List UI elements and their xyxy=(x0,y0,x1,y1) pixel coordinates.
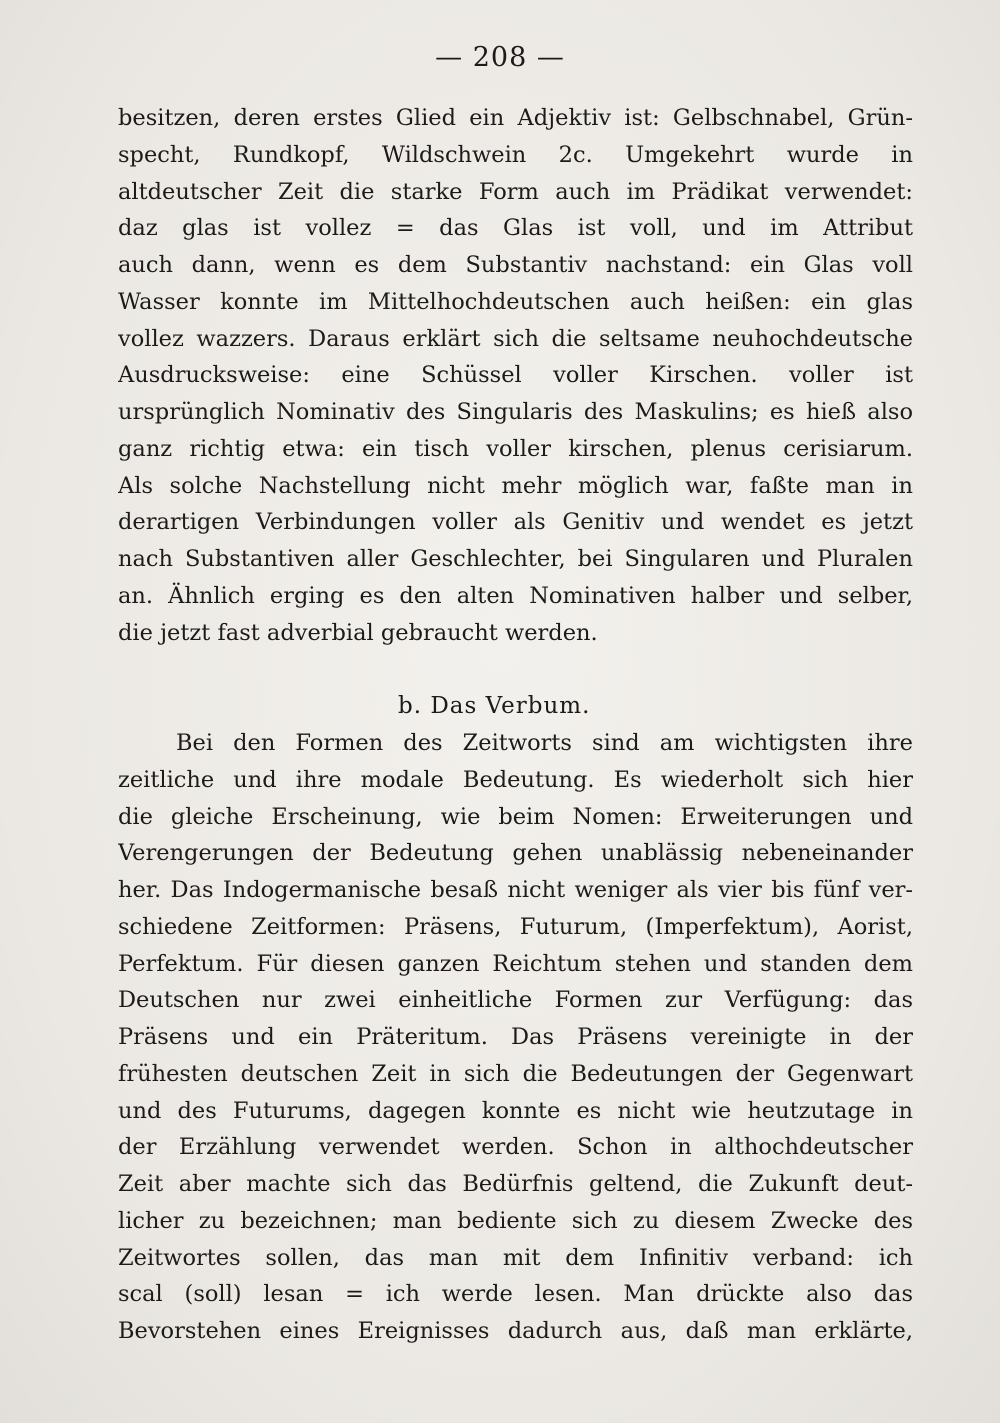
text-line: auch dann, wenn es dem Substantiv nachstand: ein Glas voll xyxy=(118,252,913,278)
text-line: die jetzt fast adverbial gebraucht werden. xyxy=(118,619,598,646)
text-line: Perfektum. Für diesen ganzen Reichtum stehen und standen dem xyxy=(118,950,913,977)
text-line: Präsens und ein Präteritum. Das Präsens vereinigte in der xyxy=(118,1024,913,1050)
text-line: scal (soll) lesan = ich werde lesen. Man drückte also das xyxy=(118,1281,913,1308)
text-line: altdeutscher Zeit die starke Form auch im Prädikat verwendet: xyxy=(118,178,913,205)
text-line: her. Das Indogermanische besaß nicht weniger als vier bis fünf ver- xyxy=(118,877,913,903)
text-line: der Erzählung verwendet werden. Schon in althochdeutscher xyxy=(118,1134,913,1161)
text-line: specht, Rundkopf, Wildschwein 2c. Umgekehrt wurde in xyxy=(118,141,913,168)
text-line: vollez wazzers. Daraus erklärt sich die seltsame neuhochdeutsche xyxy=(118,325,913,352)
text-line: daz glas ist vollez = das Glas ist voll, und im Attribut xyxy=(118,215,913,242)
text-line: Zeitwortes sollen, das man mit dem Infinitiv verband: ich xyxy=(118,1244,913,1271)
section-heading: b. Das Verbum. xyxy=(398,693,591,720)
text-line: derartigen Verbindungen voller als Genitiv und wendet es jetzt xyxy=(118,509,913,536)
text-line: Zeit aber machte sich das Bedürfnis geltend, die Zukunft deut- xyxy=(118,1171,913,1197)
text-line: und des Futurums, dagegen konnte es nicht wie heutzutage in xyxy=(118,1097,913,1124)
paragraph-verb-forms xyxy=(118,725,913,1350)
text-line: Als solche Nachstellung nicht mehr möglich war, faßte man in xyxy=(118,472,913,499)
text-line: Deutschen nur zwei einheitliche Formen zur Verfügung: das xyxy=(118,987,913,1014)
text-line: Wasser konnte im Mittelhochdeutschen auch heißen: ein glas xyxy=(118,288,913,315)
text-line: schiedene Zeitformen: Präsens, Futurum, (Imperfektum), Aorist, xyxy=(118,913,913,940)
text-line: ursprünglich Nominativ des Singularis des Maskulins; es hieß also xyxy=(118,399,913,425)
text-line: zeitliche und ihre modale Bedeutung. Es wiederholt sich hier xyxy=(118,766,913,793)
text-line: an. Ähnlich erging es den alten Nominativen halber und selber, xyxy=(118,582,913,609)
text-line: Bei den Formen des Zeitworts sind am wichtigsten ihre xyxy=(176,730,913,756)
text-line: besitzen, deren erstes Glied ein Adjektiv ist: Gelbschnabel, Grün- xyxy=(118,105,913,131)
text-line: nach Substantiven aller Geschlechter, bei Singularen und Pluralen xyxy=(118,546,913,572)
text-line: die gleiche Erscheinung, wie beim Nomen: Erweiterungen und xyxy=(118,803,913,830)
paragraph-adjective-forms xyxy=(118,100,913,651)
text-line: frühesten deutschen Zeit in sich die Bedeutungen der Gegenwart xyxy=(118,1060,913,1087)
text-line: Verengerungen der Bedeutung gehen unablässig nebeneinander xyxy=(118,840,913,867)
page-number-header: — 208 — xyxy=(435,42,565,73)
text-line: Bevorstehen eines Ereignisses dadurch aus, daß man erklärte, xyxy=(118,1318,913,1344)
text-line: ganz richtig etwa: ein tisch voller kirschen, plenus cerisiarum. xyxy=(118,435,913,462)
text-line: licher zu bezeichnen; man bediente sich zu diesem Zwecke des xyxy=(118,1207,913,1234)
body-text xyxy=(118,100,913,1350)
text-line: Ausdrucksweise: eine Schüssel voller Kirschen. voller ist xyxy=(118,362,913,389)
